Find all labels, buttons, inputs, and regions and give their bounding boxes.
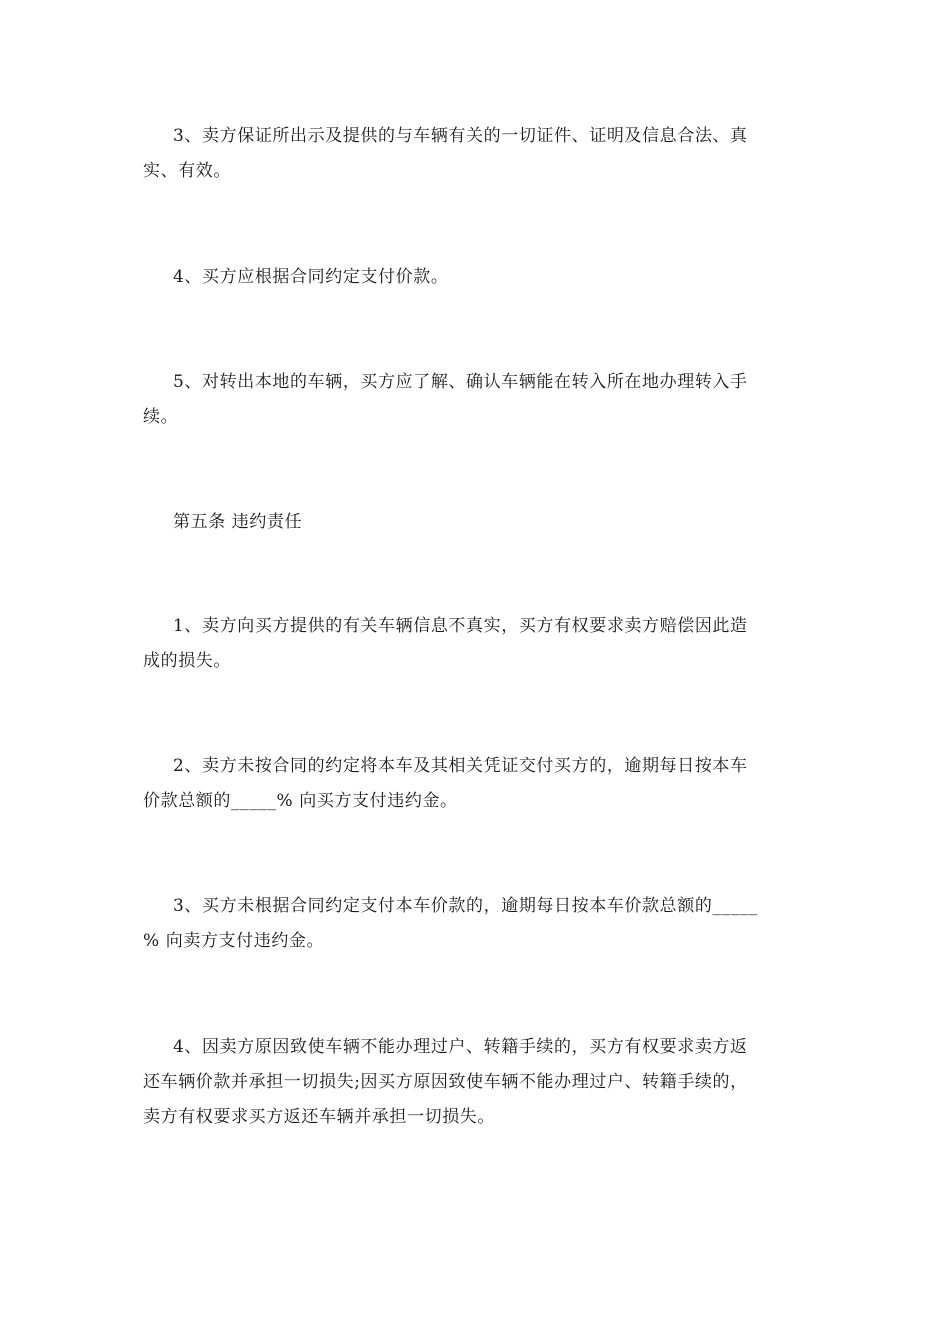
- paragraph-line: 3、买方未根据合同约定支付本车价款的，逾期每日按本车价款总额的_____: [173, 896, 758, 916]
- clause-false-info: [143, 609, 803, 679]
- paragraph-line: 1、卖方向买方提供的有关车辆信息不真实，买方有权要求卖方赔偿因此造: [173, 616, 748, 636]
- paragraph-line: % 向卖方支付违约金。: [143, 931, 325, 951]
- paragraph-line: 实、有效。: [143, 161, 231, 181]
- paragraph-line: 4、因卖方原因致使车辆不能办理过户、转籍手续的，买方有权要求卖方返: [173, 1037, 748, 1057]
- paragraph-line: 5、对转出本地的车辆，买方应了解、确认车辆能在转入所在地办理转入手: [173, 372, 748, 392]
- paragraph-line: 3、卖方保证所出示及提供的与车辆有关的一切证件、证明及信息合法、真: [173, 126, 748, 146]
- clause-buyer-payment: [143, 260, 803, 295]
- paragraph-line: 成的损失。: [143, 651, 231, 671]
- paragraph-line: 4、买方应根据合同约定支付价款。: [173, 267, 449, 287]
- clause-seller-guarantee: [143, 119, 803, 189]
- paragraph-line: 还车辆价款并承担一切损失;因买方原因致使车辆不能办理过户、转籍手续的，: [143, 1072, 748, 1092]
- clause-seller-late-delivery: [143, 749, 803, 819]
- paragraph-line: 价款总额的_____% 向买方支付违约金。: [143, 791, 458, 811]
- section-heading: 第五条 违约责任: [173, 512, 303, 532]
- paragraph-line: 2、卖方未按合同的约定将本车及其相关凭证交付买方的，逾期每日按本车: [173, 756, 748, 776]
- paragraph-line: 续。: [143, 407, 179, 427]
- clause-transfer-out: [143, 365, 803, 435]
- section-heading-breach-liability: [143, 505, 803, 540]
- clause-transfer-failure: [143, 1030, 803, 1135]
- paragraph-line: 卖方有权要求买方返还车辆并承担一切损失。: [143, 1107, 495, 1127]
- clause-buyer-late-payment: [143, 889, 803, 959]
